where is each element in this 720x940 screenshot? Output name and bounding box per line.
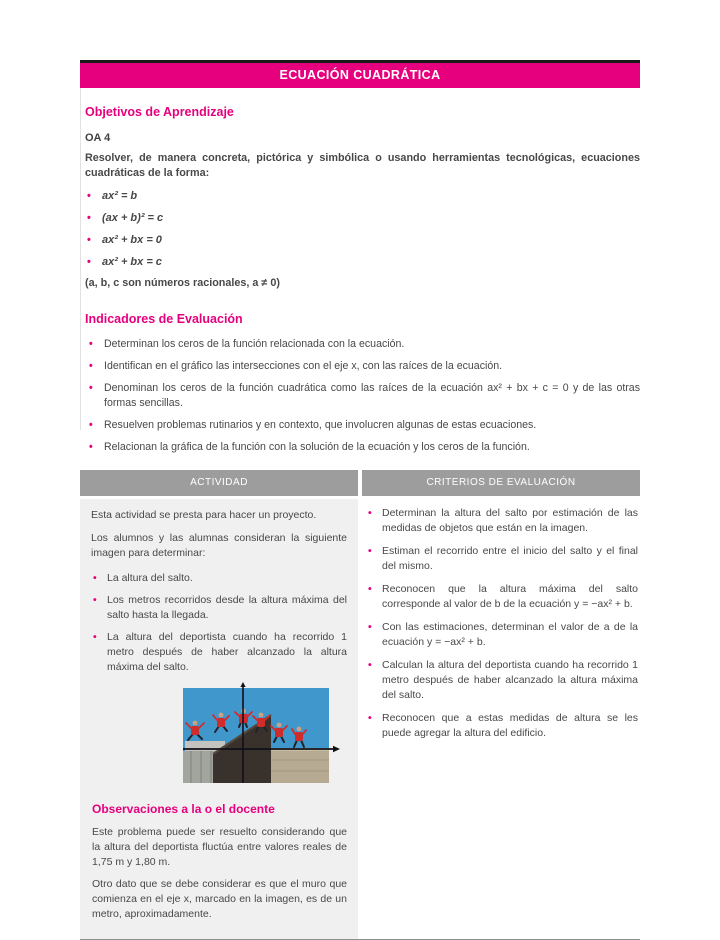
criteria-item [368,620,638,650]
indicator-item [89,418,640,433]
objectives-intro: Resolver, de manera concreta, pictórica y simbólica o usando herramientas tecnológicas, ecuaciones cuadráticas de la forma: [85,152,640,179]
indicators-heading: Indicadores de Evaluación [85,312,243,326]
activity-item [93,571,347,586]
bullet-icon: • [87,190,91,202]
chapter-title-bar [80,60,640,88]
bullet-icon: • [368,621,372,633]
bullet-icon: • [368,507,372,519]
observations-paragraph: Otro dato que se debe considerar es que el muro que comienza en el eje x, marcado en la imagen, es de un metro, aproximadamente. [92,878,347,920]
equation-item [87,233,640,248]
column-header-activity: ACTIVIDAD [80,470,358,496]
indicator-text: Denominan los ceros de la función cuadrática como las raíces de la ecuación ax² + bx + c = 0 y de las otras formas sencillas. [104,382,640,409]
indicator-text: Relacionan la gráfica de la función con la solución de la ecuación y los ceros de la función. [104,441,530,453]
criteria-text: Reconocen que la altura máxima del salto corresponde al valor de b de la ecuación y = −ax² + b. [382,583,638,610]
criteria-text: Estiman el recorrido entre el inicio del salto y el final del mismo. [382,545,638,572]
bullet-icon: • [89,360,93,372]
bullet-icon: • [87,256,91,268]
indicators-list [89,337,640,455]
bullet-icon: • [89,419,93,431]
bullet-icon: • [87,234,91,246]
indicator-item [89,381,640,411]
criteria-text: Determinan la altura del salto por estimación de las medidas de objetos que están en la imagen. [382,507,638,534]
criteria-item [368,711,638,741]
equation-item [87,189,640,204]
criteria-text: Calculan la altura del deportista cuando ha recorrido 1 metro después de haber alcanzado la altura máxima del salto. [382,659,638,701]
criteria-item [368,582,638,612]
indicator-item [89,359,640,374]
oa-code: OA 4 [85,132,111,144]
document-page [80,60,640,940]
bullet-icon: • [93,594,97,606]
criteria-text: Con las estimaciones, determinan el valor de a de la ecuación y = −ax² + b. [382,621,638,648]
criteria-text: Reconocen que a estas medidas de altura se les puede agregar la altura del edificio. [382,712,638,739]
criteria-item [368,658,638,703]
activity-item [93,593,347,623]
indicator-text: Resuelven problemas rutinarios y en contexto, que involucren algunas de estas ecuaciones. [104,419,537,431]
bullet-icon: • [368,659,372,671]
activity-item [93,630,347,675]
activity-list [93,571,347,675]
activity-cell [80,499,358,939]
indicator-text: Identifican en el gráfico las intersecciones con el eje x, con las raíces de la ecuación. [104,360,503,372]
equation-item [87,255,640,270]
criteria-list [368,506,638,741]
bullet-icon: • [89,338,93,350]
criteria-item [368,544,638,574]
observations-paragraph: Este problema puede ser resuelto considerando que la altura del deportista fluctúa entre valores reales de 1,75 m y 1,80 m. [92,826,347,868]
observations-heading: Observaciones a la o el docente [92,802,275,816]
bullet-icon: • [93,572,97,584]
column-header-criteria: CRITERIOS DE EVALUACIÓN [362,470,640,496]
chapter-title: ECUACIÓN CUADRÁTICA [279,68,441,82]
indicator-text: Determinan los ceros de la función relacionada con la ecuación. [104,338,405,350]
activity-item-text: La altura del deportista cuando ha recorrido 1 metro después de haber alcanzado la altura máxima del salto. [107,631,347,673]
bullet-icon: • [368,583,372,595]
indicator-item [89,337,640,352]
bullet-icon: • [368,712,372,724]
activity-paragraph: Esta actividad se presta para hacer un proyecto. [91,509,317,521]
bullet-icon: • [87,212,91,224]
parkour-jump-photo [183,682,347,786]
objectives-heading: Objetivos de Aprendizaje [85,105,234,119]
equation-text: (ax + b)² = c [102,212,164,224]
equation-text: ax² = b [102,190,138,202]
bullet-icon: • [89,441,93,453]
equation-list [87,189,640,270]
equation-note: (a, b, c son números racionales, a ≠ 0) [85,277,280,289]
activity-criteria-table [80,470,640,940]
equation-text: ax² + bx = 0 [102,234,162,246]
equation-item [87,211,640,226]
activity-item-text: La altura del salto. [107,572,193,584]
bullet-icon: • [368,545,372,557]
criteria-cell [362,499,640,939]
activity-item-text: Los metros recorridos desde la altura máxima del salto hasta la llegada. [107,594,347,621]
activity-paragraph: Los alumnos y las alumnas consideran la siguiente imagen para determinar: [91,532,347,559]
indicator-item [89,440,640,455]
bullet-icon: • [89,382,93,394]
equation-text: ax² + bx = c [102,256,162,268]
bullet-icon: • [93,631,97,643]
criteria-item [368,506,638,536]
